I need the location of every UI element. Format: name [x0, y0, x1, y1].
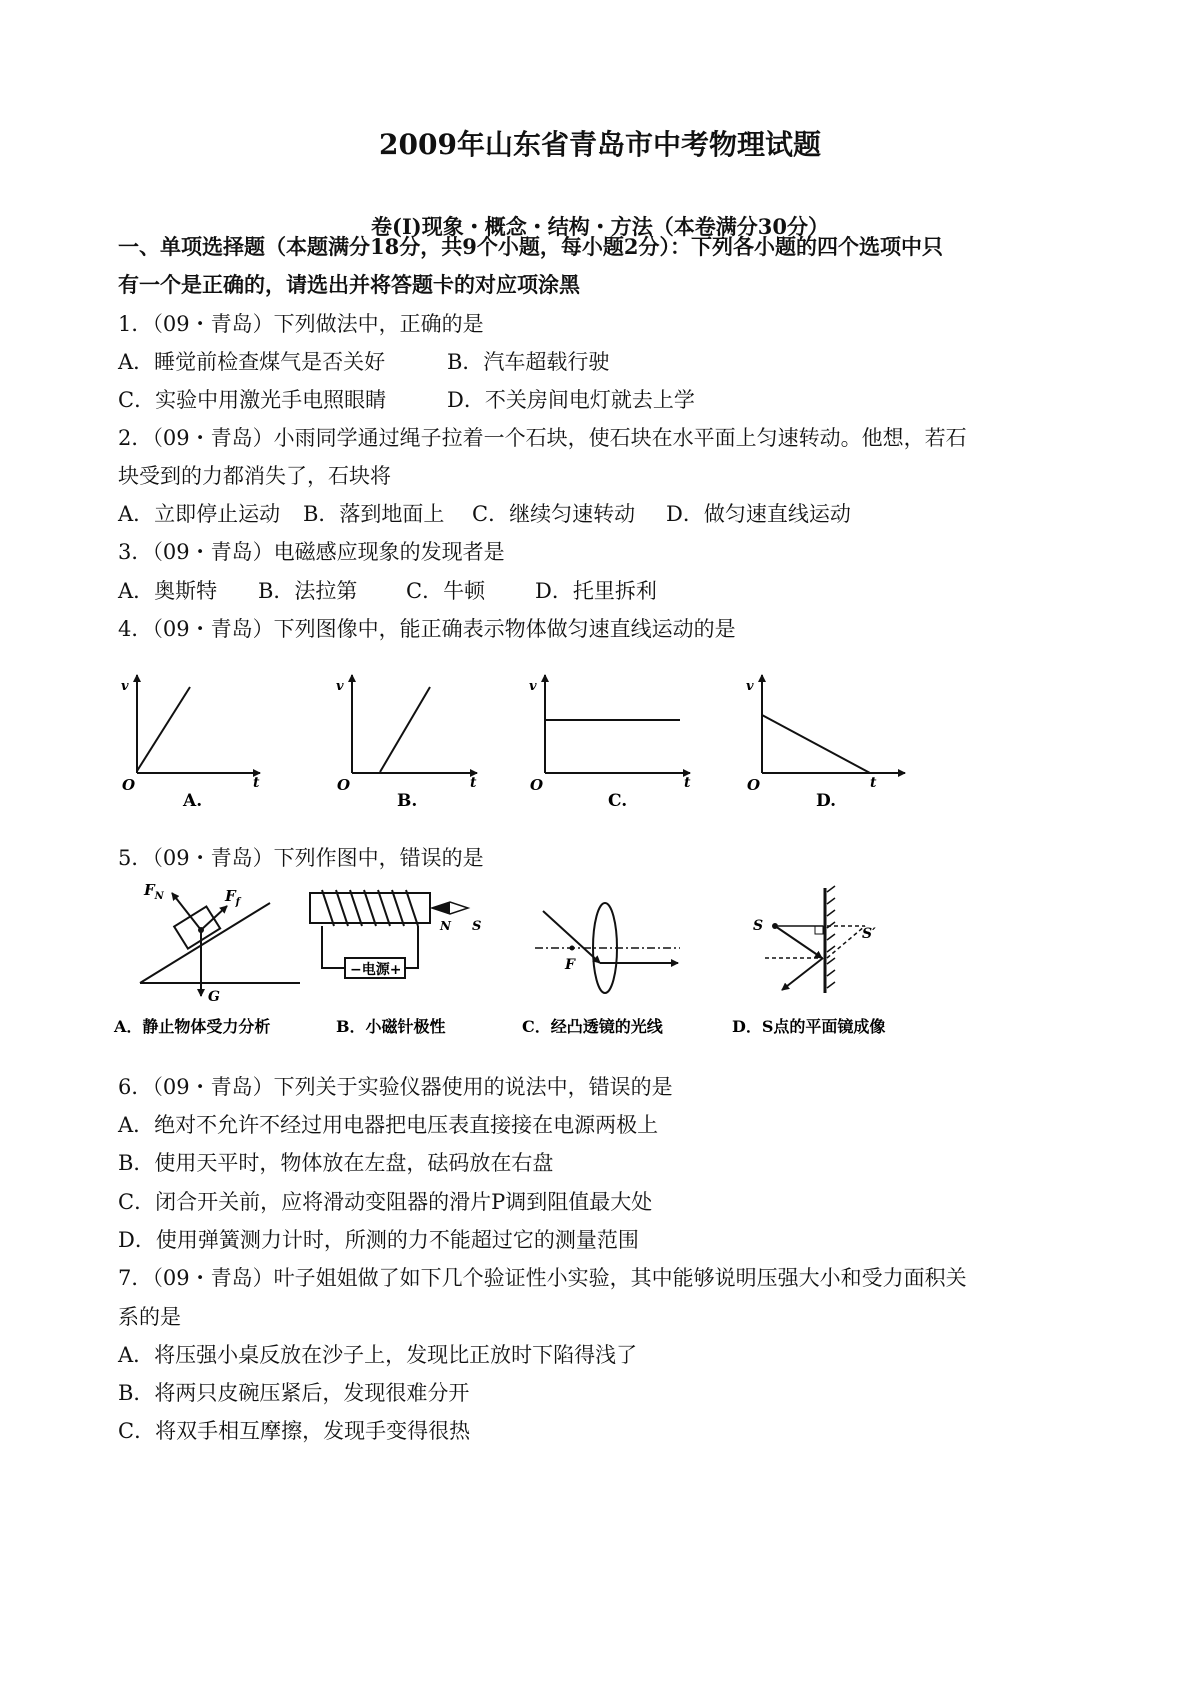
graph-c-v-label: v	[529, 679, 537, 694]
graph-a-t-label: t	[253, 775, 260, 791]
q4-graphs	[100, 660, 920, 820]
q6-option-d: D．使用弹簧测力计时，所测的力不能超过它的测量范围	[118, 1228, 639, 1252]
q1-option-c: C．实验中用激光手电照眼睛	[118, 388, 387, 412]
graph-b-v-label: v	[336, 679, 344, 694]
graph-c-caption: C.	[608, 791, 628, 811]
page-title: 2009年山东省青岛市中考物理试题	[379, 128, 821, 161]
n-pole-label: N	[440, 919, 451, 933]
figure-b-caption: B．小磁针极性	[336, 1017, 446, 1036]
ff-label	[224, 887, 242, 908]
q2-stem-line1: 2．（09・青岛）小雨同学通过绳子拉着一个石块，使石块在水平面上匀速转动。他想，若石	[118, 426, 967, 450]
ff-letter: F	[225, 887, 236, 905]
q6-option-c: C．闭合开关前，应将滑动变阻器的滑片P调到阻值最大处	[118, 1190, 653, 1214]
q6-option-a: A．绝对不允许不经过用电器把电压表直接接在电源两极上	[118, 1113, 659, 1137]
q7-option-a: A．将压强小桌反放在沙子上，发现比正放时下陷得浅了	[118, 1343, 638, 1367]
q2-option-b: B．落到地面上	[303, 502, 445, 526]
q5-stem: 5．（09・青岛）下列作图中，错误的是	[118, 846, 484, 870]
focus-label: F	[565, 957, 575, 973]
q2-option-a: A．立即停止运动	[118, 502, 281, 526]
graph-b-t-label: t	[470, 775, 477, 791]
q2-stem-line2: 块受到的力都消失了，石块将	[118, 464, 391, 488]
section-heading: 卷(I)现象・概念・结构・方法（本卷满分30分）	[371, 214, 829, 239]
graph-c-t-label: t	[684, 775, 691, 791]
q1-stem: 1．（09・青岛）下列做法中，正确的是	[118, 312, 484, 336]
part1-instructions-line1: 一、单项选择题（本题满分18分，共9个小题，每小题2分）：下列各小题的四个选项中只	[118, 234, 943, 259]
ff-subscript: f	[235, 897, 240, 908]
q2-option-d: D．做匀速直线运动	[666, 502, 851, 526]
graph-d-t-label: t	[870, 775, 877, 791]
q7-option-b: B．将两只皮碗压紧后，发现很难分开	[118, 1381, 470, 1405]
figure-d-mirror	[753, 886, 876, 993]
graph-a-caption: A.	[183, 791, 203, 811]
q5-figures	[110, 878, 930, 1053]
graph-a-v-label: v	[121, 679, 129, 694]
figure-a-incline	[140, 881, 300, 1005]
graph-b	[336, 675, 477, 811]
graph-b-caption: B.	[397, 791, 418, 811]
q4-stem: 4．（09・青岛）下列图像中，能正确表示物体做匀速直线运动的是	[118, 617, 736, 641]
figure-b-solenoid	[310, 890, 481, 978]
q6-stem: 6．（09・青岛）下列关于实验仪器使用的说法中，错误的是	[118, 1075, 673, 1099]
q1-options-row1	[118, 347, 385, 377]
graph-d-caption: D.	[816, 791, 837, 811]
graph-a	[121, 675, 260, 811]
fn-subscript: N	[154, 891, 164, 902]
s-point-label: S	[753, 918, 764, 934]
graph-d-v-label: v	[746, 679, 754, 694]
part1-instructions-line2: 有一个是正确的，请选出并将答题卡的对应项涂黑	[118, 272, 580, 297]
q3-option-c: C．牛顿	[406, 579, 486, 603]
s-pole-label: S	[472, 919, 482, 934]
graph-c	[529, 675, 691, 811]
graph-d-origin: O	[747, 776, 761, 794]
q7-option-c: C．将双手相互摩擦，发现手变得很热	[118, 1419, 471, 1443]
q3-option-d: D．托里拆利	[535, 579, 657, 603]
figure-a-caption: A．静止物体受力分析	[114, 1017, 271, 1036]
q2-option-c: C．继续匀速转动	[472, 502, 636, 526]
q1-option-d: D．不关房间电灯就去上学	[447, 388, 695, 412]
power-label: −电源+	[350, 962, 402, 978]
q6-option-b: B．使用天平时，物体放在左盘，砝码放在右盘	[118, 1151, 554, 1175]
figure-d-caption: D．S点的平面镜成像	[732, 1017, 886, 1036]
figure-c-lens	[535, 903, 680, 993]
graph-d	[746, 675, 905, 811]
fn-label	[143, 881, 165, 902]
graph-b-origin: O	[337, 776, 351, 794]
fn-letter: F	[144, 881, 155, 899]
q1-option-a: A．睡觉前检查煤气是否关好	[118, 350, 386, 374]
figure-c-caption: C．经凸透镜的光线	[522, 1017, 663, 1036]
q7-stem-line2: 系的是	[118, 1305, 181, 1329]
q7-stem-line1: 7．（09・青岛）叶子姐姐做了如下几个验证性小实验，其中能够说明压强大小和受力面积关	[118, 1266, 967, 1290]
q1-option-b: B．汽车超载行驶	[447, 350, 610, 374]
q3-option-b: B．法拉第	[258, 579, 358, 603]
q3-option-a: A．奥斯特	[118, 579, 218, 603]
graph-a-origin: O	[122, 776, 136, 794]
q3-stem: 3．（09・青岛）电磁感应现象的发现者是	[118, 540, 505, 564]
s-image-label: S′	[862, 926, 876, 942]
g-label: G	[208, 989, 220, 1005]
graph-c-origin: O	[530, 776, 544, 794]
